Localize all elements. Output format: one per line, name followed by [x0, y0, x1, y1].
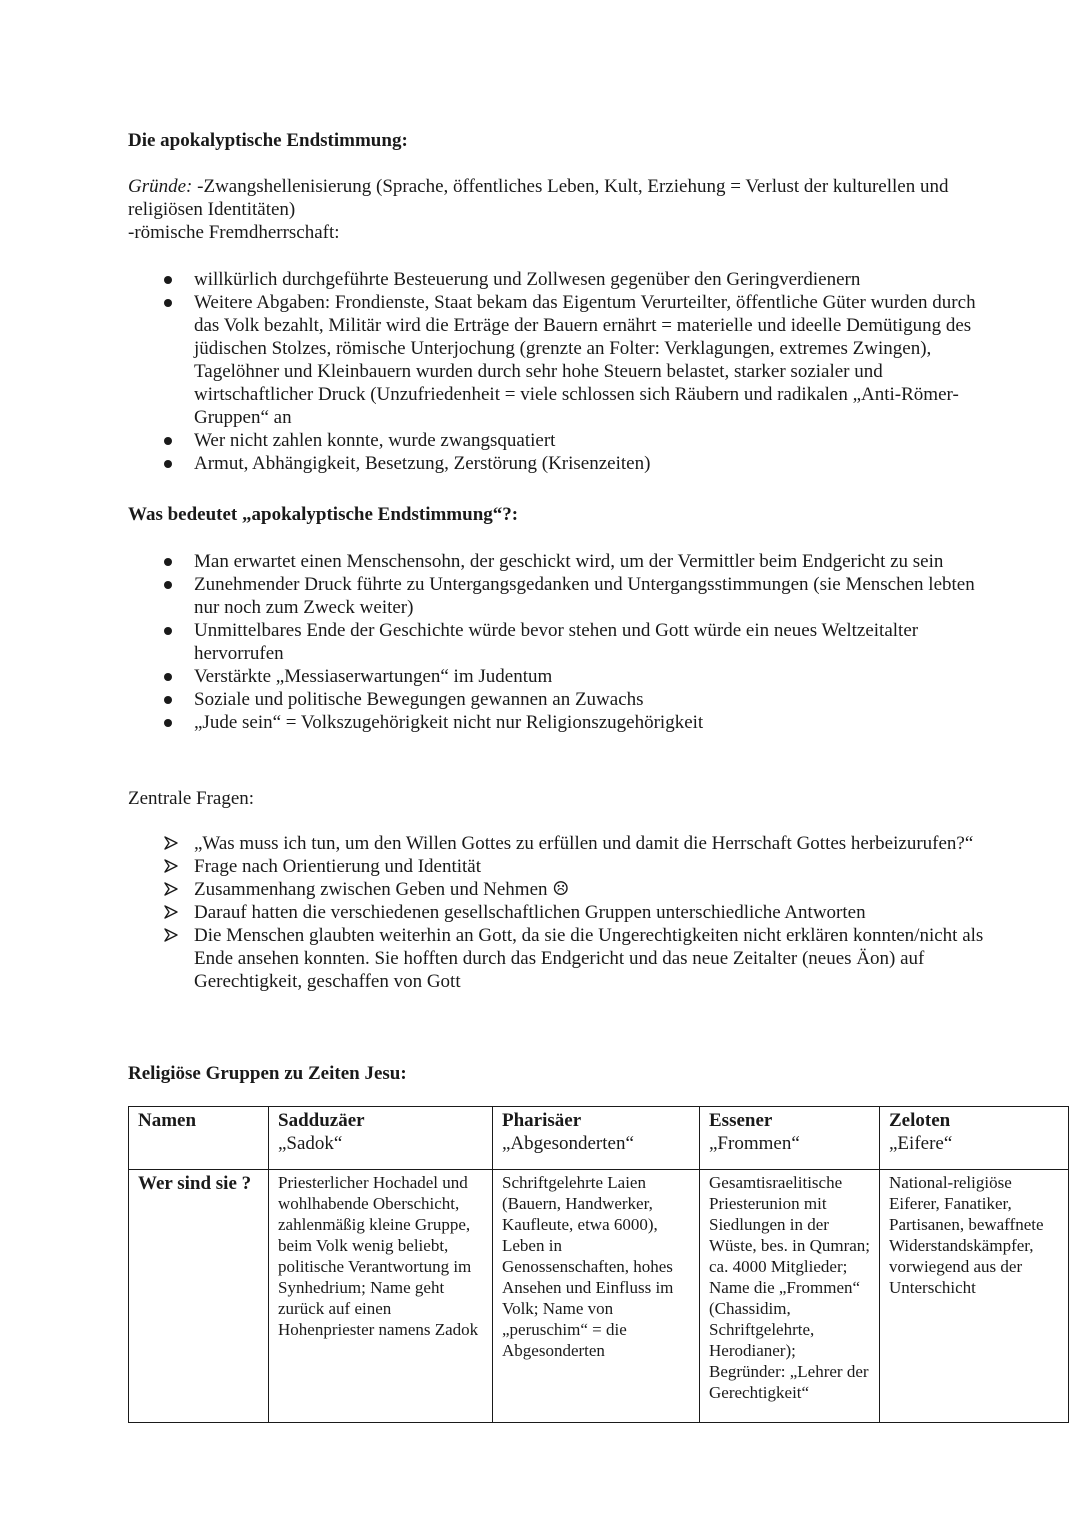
- section-title-meaning: Was bedeutet „apokalyptische Endstimmung“?:: [128, 504, 519, 525]
- group-name: Essener: [709, 1110, 773, 1131]
- list-item: Soziale und politische Bewegungen gewannen an Zuwachs: [128, 688, 988, 711]
- list-item: Zusammenhang zwischen Geben und Nehmen ☹: [128, 878, 988, 901]
- reasons-bullet-list: [128, 268, 988, 475]
- bullet-icon: [164, 437, 172, 445]
- arrow-bullet-icon: [164, 859, 178, 873]
- group-meaning: „Eifere“: [889, 1133, 953, 1154]
- group-header-cell: [493, 1107, 700, 1170]
- table-corner-cell: Namen: [129, 1107, 269, 1170]
- bullet-icon: [164, 581, 172, 589]
- list-item: Wer nicht zahlen konnte, wurde zwangsquatiert: [128, 429, 988, 452]
- group-header-cell: [700, 1107, 880, 1170]
- group-meaning: „Frommen“: [709, 1133, 800, 1154]
- table-row: [129, 1170, 1069, 1423]
- arrow-bullet-icon: [164, 905, 178, 919]
- reasons-text: -Zwangshellenisierung (Sprache, öffentliches Leben, Kult, Erziehung = Verlust der kulturellen und religiösen Identitäten): [128, 176, 949, 220]
- religious-groups-table: [128, 1106, 1069, 1423]
- list-item: Verstärkte „Messiaserwartungen“ im Judentum: [128, 665, 988, 688]
- bullet-icon: [164, 299, 172, 307]
- group-description-cell: Priesterlicher Hochadel und wohlhabende Oberschicht, zahlenmäßig kleine Gruppe, beim Volk wenig beliebt, politische Verantwortung im Synhedrium; Name geht zurück auf einen Hohenpriester namens Zadok: [269, 1170, 493, 1423]
- meaning-bullet-list: [128, 550, 988, 734]
- bullet-icon: [164, 460, 172, 468]
- reasons-paragraph: [128, 175, 968, 244]
- section-title-questions: Zentrale Fragen:: [128, 788, 255, 809]
- list-item: Frage nach Orientierung und Identität: [128, 855, 988, 878]
- list-item: „Was muss ich tun, um den Willen Gottes zu erfüllen und damit die Herrschaft Gottes herbeizurufen?“: [128, 832, 988, 855]
- group-description-cell: Gesamtisraelitische Priesterunion mit Siedlungen in der Wüste, bes. in Qumran; ca. 4000 Mitglieder; Name die „Frommen“ (Chassidim, Schriftgelehrte, Herodianer); Begründer: „Lehrer der Gerechtigkeit“: [700, 1170, 880, 1423]
- bullet-icon: [164, 696, 172, 704]
- bullet-icon: [164, 673, 172, 681]
- group-header-cell: [269, 1107, 493, 1170]
- roman-rule-label: -römische Fremdherrschaft:: [128, 222, 340, 243]
- bullet-icon: [164, 558, 172, 566]
- group-description-cell: Schriftgelehrte Laien (Bauern, Handwerker, Kaufleute, etwa 6000), Leben in Genossenschaften, hohes Ansehen und Einfluss im Volk; Name von „peruschim“ = die Abgesonderten: [493, 1170, 700, 1423]
- group-description-cell: National-religiöse Eiferer, Fanatiker, Partisanen, bewaffnete Widerstandskämpfer, vorwiegend aus der Unterschicht: [880, 1170, 1069, 1423]
- section-title-endstimmung: Die apokalyptische Endstimmung:: [128, 130, 408, 151]
- group-name: Pharisäer: [502, 1110, 582, 1131]
- list-item: willkürlich durchgeführte Besteuerung und Zollwesen gegenüber den Geringverdienern: [128, 268, 988, 291]
- group-name: Sadduzäer: [278, 1110, 365, 1131]
- questions-list: [128, 832, 988, 993]
- list-item: Armut, Abhängigkeit, Besetzung, Zerstörung (Krisenzeiten): [128, 452, 988, 475]
- list-item: Man erwartet einen Menschensohn, der geschickt wird, um der Vermittler beim Endgericht zu sein: [128, 550, 988, 573]
- list-item: Zunehmender Druck führte zu Untergangsgedanken und Untergangsstimmungen (sie Menschen lebten nur noch zum Zweck weiter): [128, 573, 988, 619]
- group-header-cell: [880, 1107, 1069, 1170]
- arrow-bullet-icon: [164, 882, 178, 896]
- row-label-cell: Wer sind sie ?: [129, 1170, 269, 1423]
- arrow-bullet-icon: [164, 928, 178, 942]
- list-item: Darauf hatten die verschiedenen gesellschaftlichen Gruppen unterschiedliche Antworten: [128, 901, 988, 924]
- group-meaning: „Sadok“: [278, 1133, 343, 1154]
- bullet-icon: [164, 719, 172, 727]
- reasons-label: Gründe:: [128, 176, 193, 197]
- group-meaning: „Abgesonderten“: [502, 1133, 634, 1154]
- list-item: Die Menschen glaubten weiterhin an Gott, da sie die Ungerechtigkeiten nicht erklären konnten/nicht als Ende ansehen konnten. Sie hofften durch das Endgericht und das neue Zeitalter (neues Äon) auf Gerechtigkeit, geschaffen von Gott: [128, 924, 988, 993]
- group-name: Zeloten: [889, 1110, 951, 1131]
- list-item: „Jude sein“ = Volkszugehörigkeit nicht nur Religionszugehörigkeit: [128, 711, 988, 734]
- list-item: Weitere Abgaben: Frondienste, Staat bekam das Eigentum Verurteilter, öffentliche Güter wurden durch das Volk bezahlt, Militär wird die Erträge der Bauern ernährt = materielle und ideelle Demütigung des jüdischen Stolzes, römische Unterjochung (grenzte an Folter: Verklagungen, extremes Zwingen), Tagelöhner und Kleinbauern wurden durch sehr hohe Steuern belastet, starker sozialer und wirtschaftlicher Druck (Unzufriedenheit = viele schlossen sich Räubern und radikalen „Anti-Römer-Gruppen“ an: [128, 291, 988, 429]
- bullet-icon: [164, 276, 172, 284]
- bullet-icon: [164, 627, 172, 635]
- list-item: Unmittelbares Ende der Geschichte würde bevor stehen und Gott würde ein neues Weltzeitalter hervorrufen: [128, 619, 988, 665]
- arrow-bullet-icon: [164, 836, 178, 850]
- section-title-groups: Religiöse Gruppen zu Zeiten Jesu:: [128, 1063, 407, 1084]
- table-header-row: [129, 1107, 1069, 1170]
